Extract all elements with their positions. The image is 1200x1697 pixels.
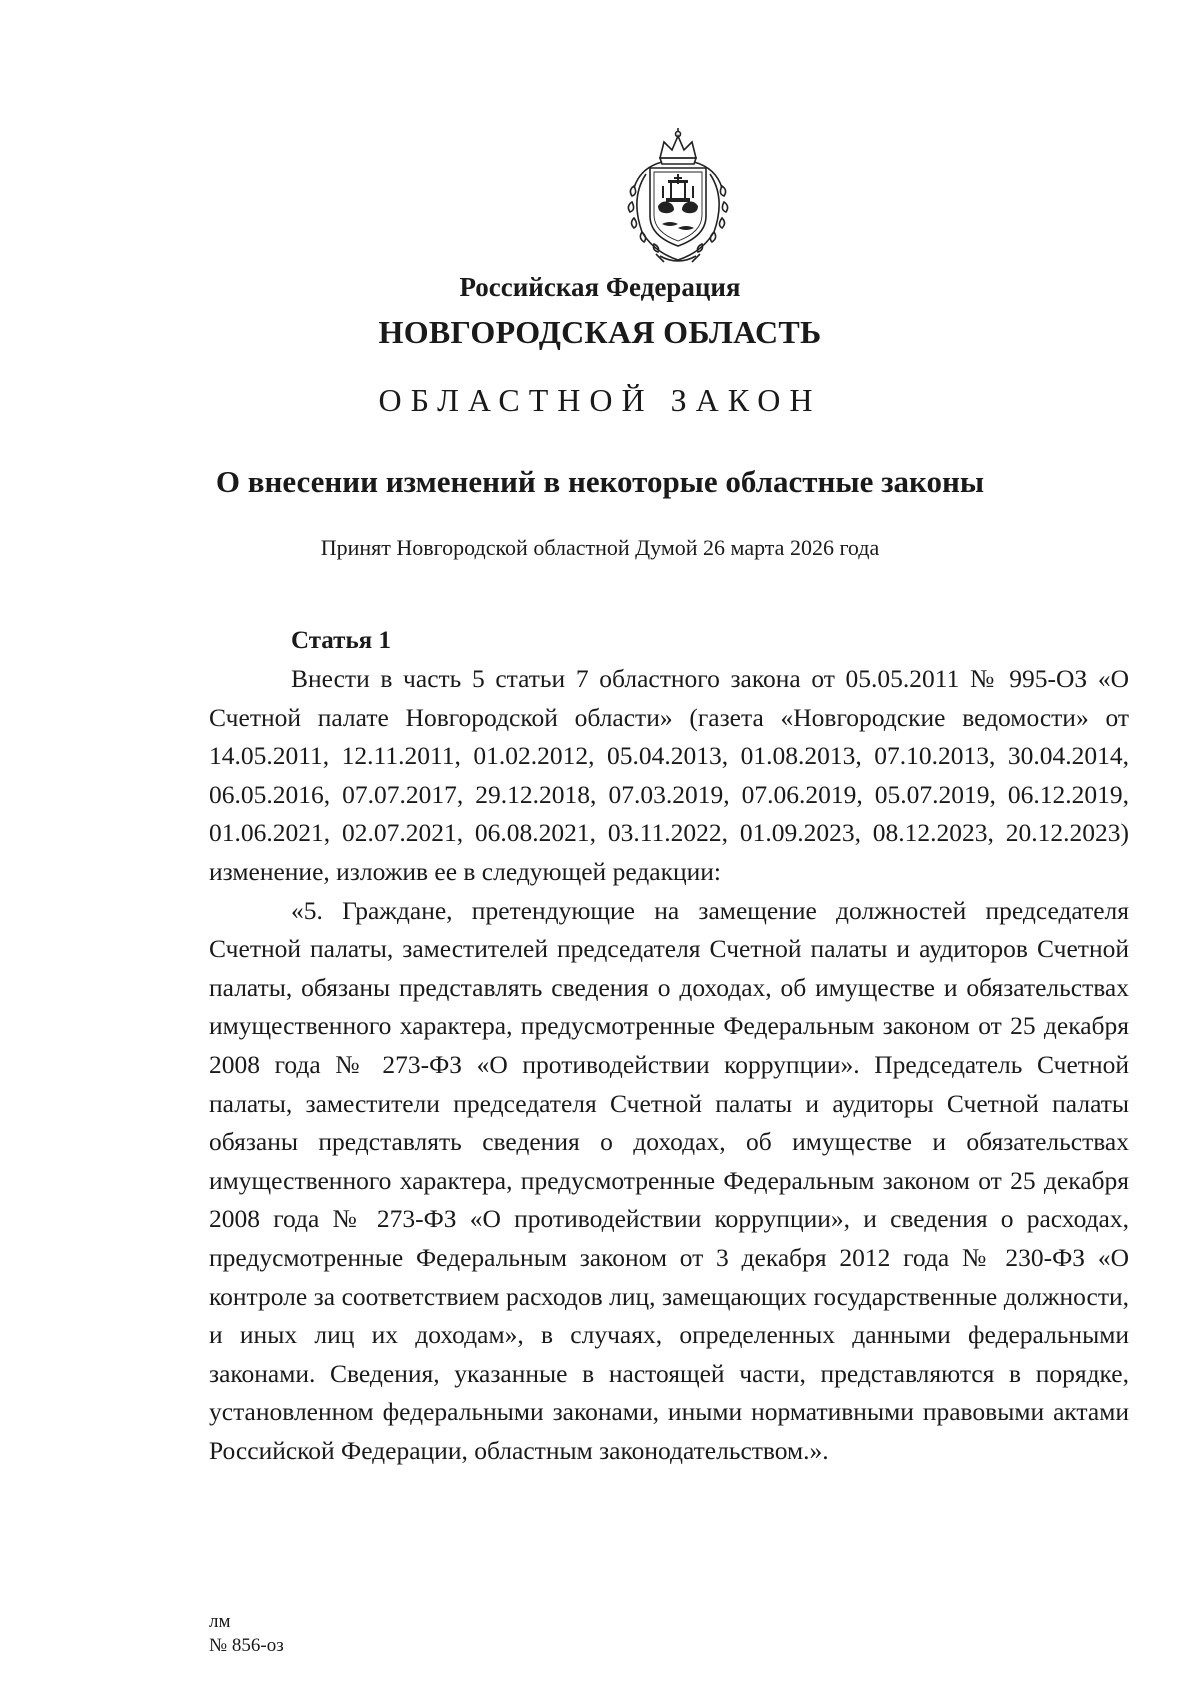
region-heading: НОВГОРОДСКАЯ ОБЛАСТЬ [378,314,822,350]
federation-heading: Российская Федерация [459,272,741,302]
footer-marker: лм [209,1611,231,1632]
law-number: № 856-оз [209,1635,284,1656]
law-title: О внесении изменений в некоторые областные законы [215,464,985,499]
coat-of-arms-icon [620,128,736,270]
article-paragraph: «5. Граждане, претендующие на замещение должностей председателя Счетной палаты, заместителей председателя Счетной палаты и аудиторов Счетной палаты, обязаны представлять сведения о доходах, об имуществе и обязательствах имущественного характера, предусмотренные Федеральным законом от 25 декабря 2008 года № 273-ФЗ «О противодействии коррупции». Председатель Счетной палаты, заместители председателя Счетной палаты и аудиторы Счетной палаты обязаны представлять сведения о доходах, об имуществе и обязательствах имущественного характера, предусмотренные Федеральным законом от 25 декабря 2008 года № 273-ФЗ «О противодействии коррупции», и сведения о расходах, предусмотренные Федеральным законом от 3 декабря 2012 года № 230-ФЗ «О контроле за соответствием расходов лиц, замещающих государственные должности, и иных лиц их доходам», в случаях, определенных данными федеральными законами. Сведения, указанные в настоящей части, представляются в порядке, установленном федеральными законами, иными нормативными правовыми актами Российской Федерации, областным законодательством.». [209,895,1129,1465]
adoption-note: Принят Новгородской областной Думой 26 марта 2026 года [320,535,880,560]
document-type-heading: ОБЛАСТНОЙ ЗАКОН [378,382,822,418]
article-heading: Статья 1 [291,627,391,654]
document-footer [209,1610,284,1658]
article-body [209,660,1129,1470]
article-paragraph: Внести в часть 5 статьи 7 областного закона от 05.05.2011 № 995-ОЗ «О Счетной палате Новгородской области» (газета «Новгородские ведомости» от 14.05.2011, 12.11.2011, 01.02.2012, 05.04.2013, 01.08.2013, 07.10.2013, 30.04.2014, 06.05.2016, 07.07.2017, 29.12.2018, 07.03.2019, 07.06.2019, 05.07.2019, 06.12.2019, 01.06.2021, 02.07.2021, 06.08.2021, 03.11.2022, 01.09.2023, 08.12.2023, 20.12.2023) изменение, изложив ее в следующей редакции: [209,664,1129,886]
